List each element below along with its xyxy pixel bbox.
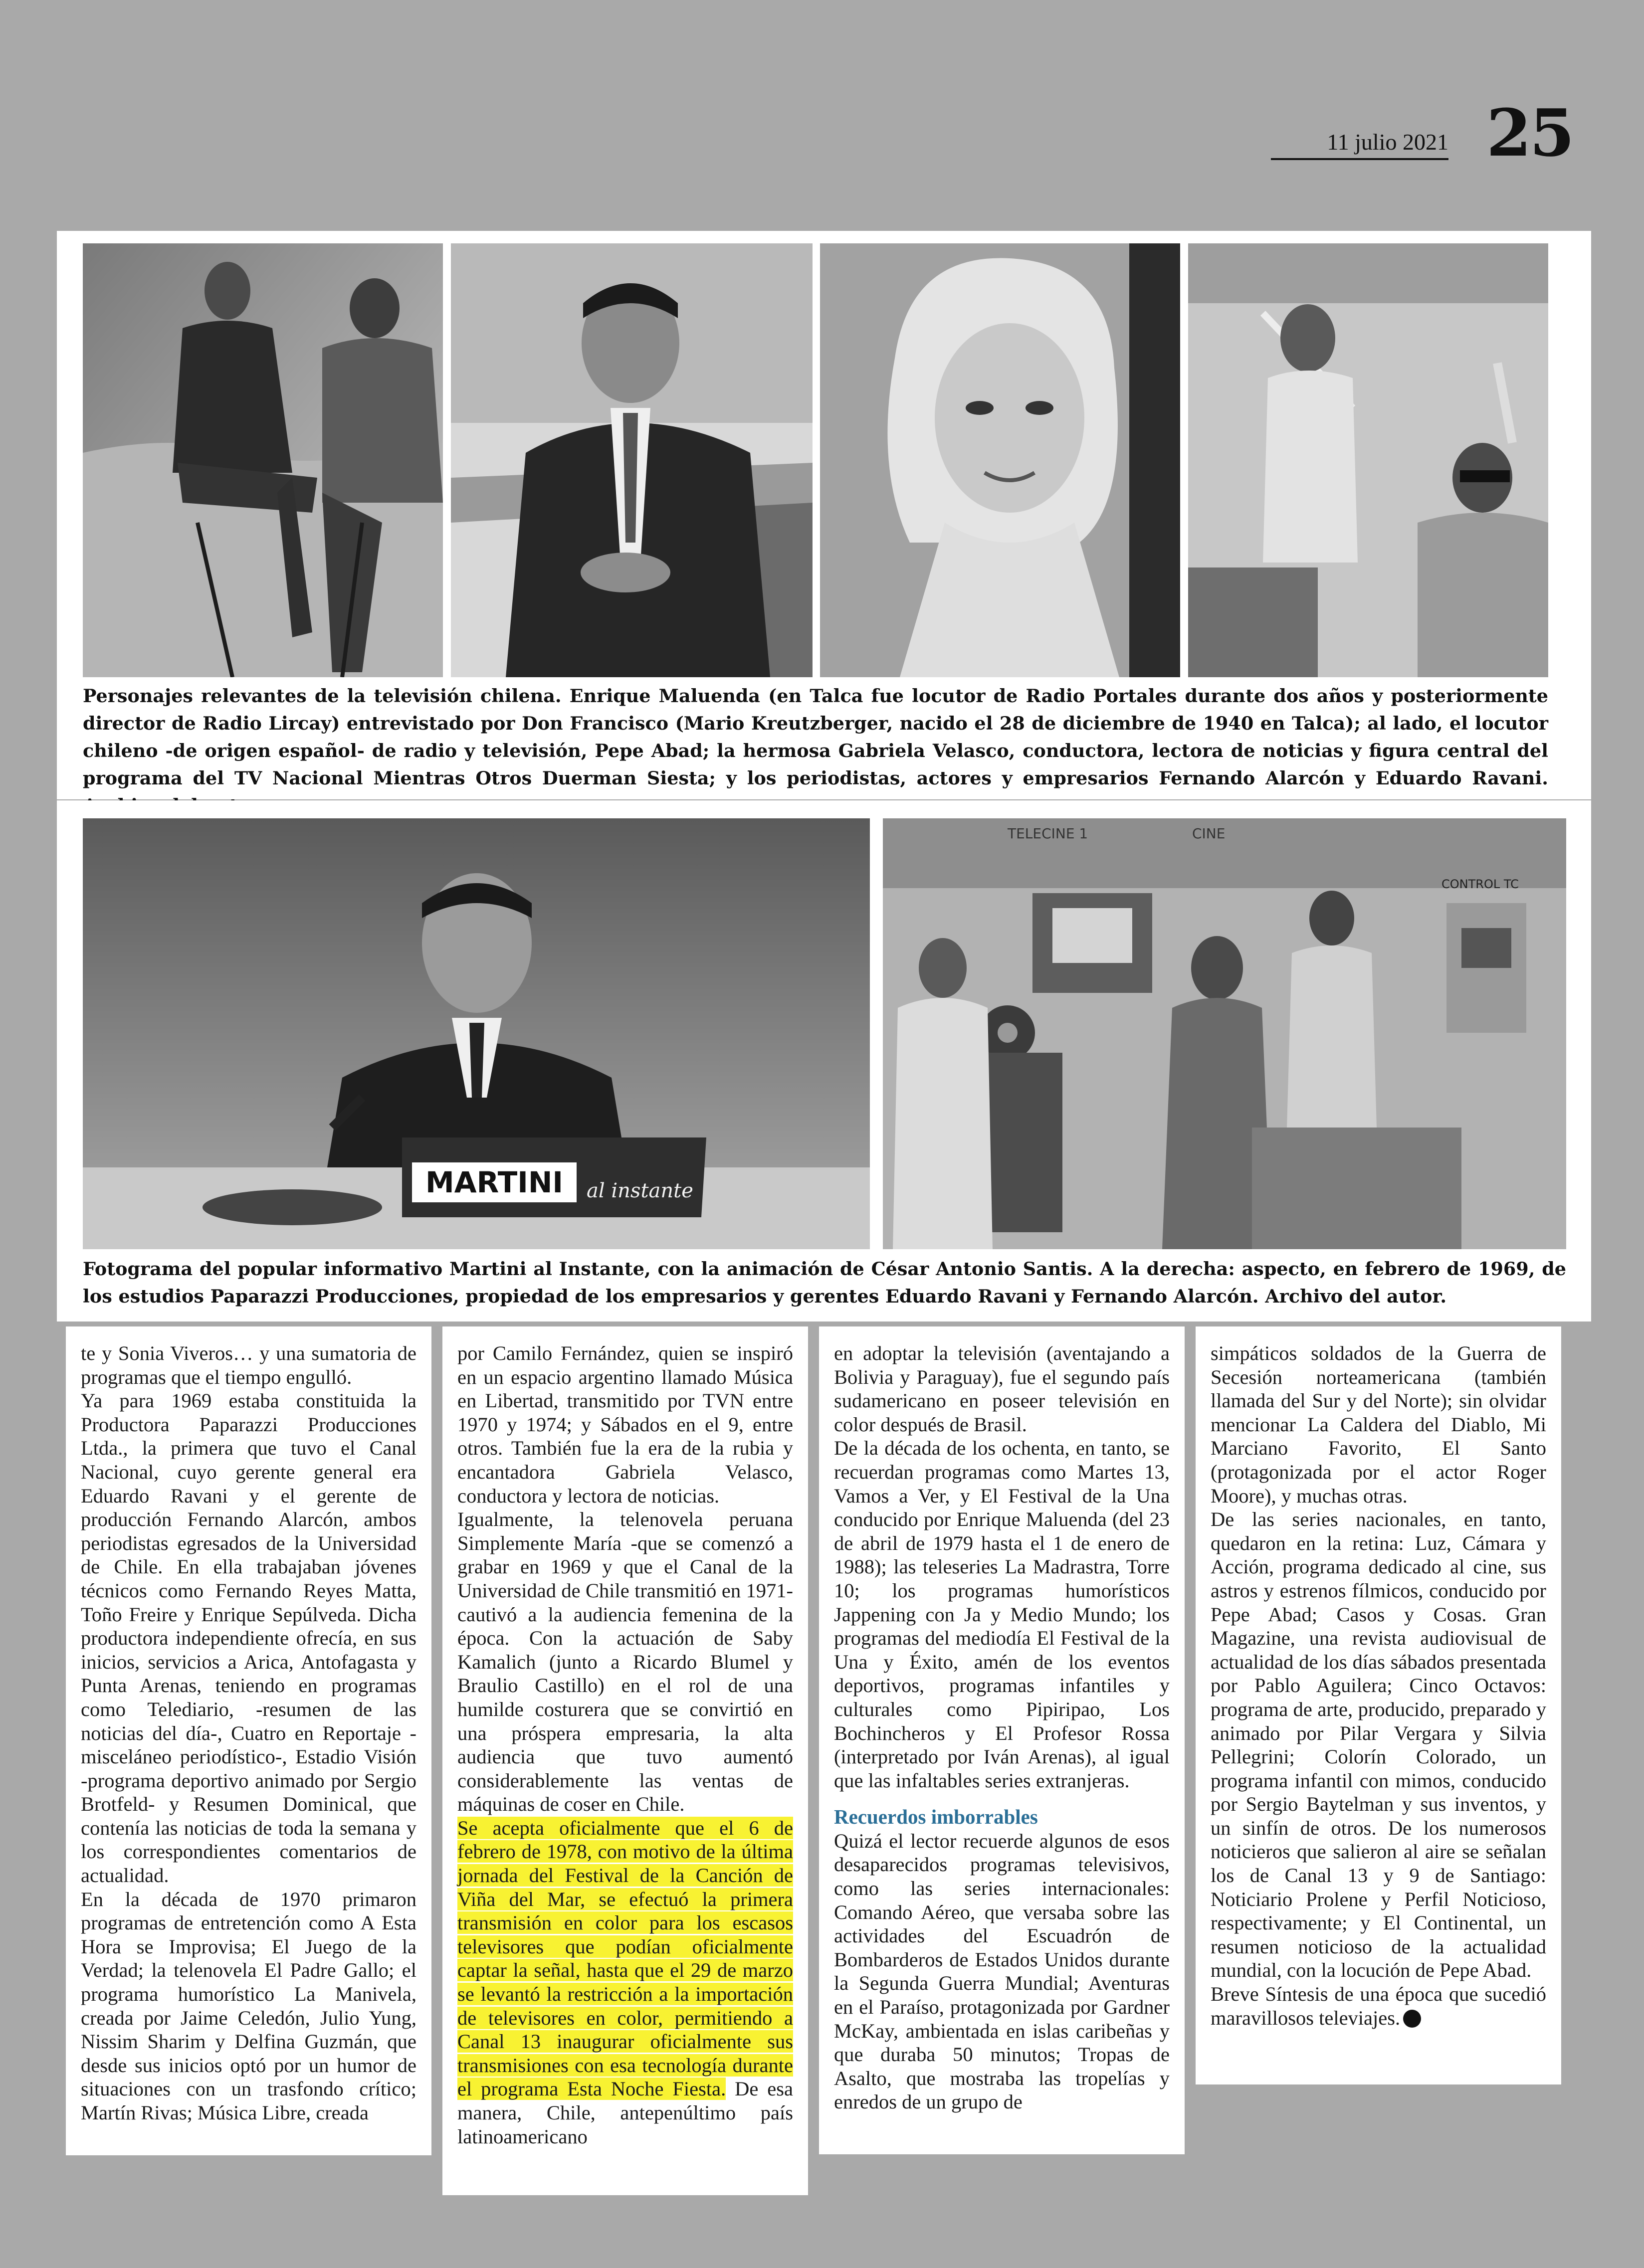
photo-pepe-abad	[451, 243, 813, 677]
photo-martini-al-instante	[83, 818, 870, 1249]
article-column-1	[66, 1326, 431, 2155]
col2-paragraph-3-tail: De esa manera, Chile, antepenúltimo país latinoamericano	[457, 2078, 794, 2148]
col1-paragraph-1: te y Sonia Viveros… y una sumatoria de programas que el tiempo engulló.	[81, 1342, 416, 1388]
col3-paragraph-1: en adoptar la televisión (aventajando a Bolivia y Paraguay), fue el segundo país sudamericano en poseer televisión en color después de Brasil.	[834, 1342, 1170, 1436]
top-photo-panel	[57, 231, 1591, 799]
col2-paragraph-1: por Camilo Fernández, quien se inspiró en un espacio argentino llamado Música en Libertad, transmitido por TVN entre 1970 y 1974; y Sábados en el 9, entre otros. También fue la era de la rubia y encantadora Gabriela Velasco, conductora y lectora de noticias.	[457, 1342, 793, 1507]
studio-sign-telecine: TELECINE 1	[1008, 825, 1088, 842]
article-column-3	[819, 1326, 1185, 2154]
col4-paragraph-3	[1211, 1982, 1546, 2030]
middle-photo-caption: Fotograma del popular informativo Martini al Instante, con la animación de César Antonio Santis. A la derecha: aspecto, en febrero de 1969, de los estudios Paparazzi Producciones, propiedad de los empresarios y gerentes Eduardo Ravani y Fernando Alarcón. Archivo del autor.	[83, 1258, 1566, 1307]
col2-paragraph-3	[457, 1816, 793, 2148]
col1-paragraph-3: En la década de 1970 primaron programas de entretención como A Esta Hora se Improvisa; El Juego de la Verdad; la telenovela El Padre Gallo; el programa humorístico La Manivela, creada por Jaime Celedón, Julio Yung, Nissim Sharim y Delfina Guzmán, que desde sus inicios optó por un humor de situaciones con un trasfondo crítico; Martín Rivas; Música Libre, creada	[81, 1888, 416, 2124]
studio-sign-control: CONTROL TC	[1441, 877, 1519, 891]
photo-alarcon-ravani	[1188, 243, 1548, 677]
desk-sign-text: MARTINI	[425, 1165, 563, 1199]
col4-paragraph-1: simpáticos soldados de la Guerra de Secesión norteamericana (también llamada del Sur y del Norte); sin olvidar mencionar La Caldera del Diablo, Mi Marciano Favorito, El Santo (protagonizada por el actor Roger Moore), y muchas otras.	[1211, 1342, 1546, 1507]
photo-paparazzi-studio	[883, 818, 1566, 1249]
middle-photo-panel	[57, 800, 1591, 1322]
highlighted-passage: Se acepta oficialmente que el 6 de febrero de 1978, con motivo de la última jornada del Festival de la Canción de Viña del Mar, se efectuó la primera transmisión en color para los escasos televisores que podían oficialmente captar la señal, hasta que el 29 de marzo se levantó la restricción a la importación de televisores en color, permitiendo a Canal 13 inaugurar oficialmente sus transmisiones con esa tecnología durante el programa Esta Noche Fiesta.	[457, 1816, 793, 2100]
col3-paragraph-3: Quizá el lector recuerde algunos de esos desaparecidos programas televisivos, como las series internacionales: Comando Aéreo, que versaba sobre las actividades del Escuadrón de Bombarderos de Estados Unidos durante la Segunda Guerra Mundial; Aventuras en el Paraíso, protagonizada por Gardner McKay, ambientada en islas caribeñas y que duraba 50 minutos; Tropas de Asalto, que mostraba las tropelías y enredos de un grupo de	[834, 1829, 1170, 2113]
studio-sign-cine: CINE	[1192, 825, 1226, 842]
article-column-2	[442, 1326, 808, 2195]
desk-sign-script: al instante	[587, 1179, 693, 1202]
col2-paragraph-2: Igualmente, la telenovela peruana Simplemente María -que se comenzó a grabar en 1969 y que el Canal de la Universidad de Chile transmitió en 1971- cautivó a la audiencia femenina de la época. Con la actuación de Saby Kamalich (junto a Ricardo Blumel y Braulio Castillo) en el rol de una humilde costurera que se convirtió en una próspera empresaria, la alta audiencia que tuvo aumentó considerablemente las ventas de máquinas de coser en Chile.	[457, 1508, 793, 1816]
page-number: 25	[1486, 95, 1573, 171]
col1-paragraph-2: Ya para 1969 estaba constituida la Productora Paparazzi Producciones Ltda., la primera que tuvo el Canal Nacional, cuyo gerente general era Eduardo Ravani y el gerente de producción Fernando Alarcón, ambos periodistas egresados de la Universidad de Chile. En ella trabajaban jóvenes técnicos como Fernando Reyes Matta, Toño Freire y Enrique Sepúlveda. Dicha productora independiente ofrecía, en sus inicios, servicios a Arica, Antofagasta y Punta Arenas, teniendo en programas como Telediario, -resumen de las noticias del día-, Cuatro en Reportaje -misceláneo periodístico-, Estadio Visión -programa deportivo animado por Sergio Brotfeld- y Resumen Dominical, que contenía las noticias de toda la semana y los correspondientes comentarios de actualidad.	[81, 1389, 416, 1887]
col4-paragraph-2: De las series nacionales, en tanto, quedaron en la retina: Luz, Cámara y Acción, programa dedicado al cine, sus astros y estrenos fílmicos, conducido por Pepe Abad; Casos y Cosas. Gran Magazine, una revista audiovisual de actualidad de los días sábados presentada por Pablo Aguilera; Cinco Octavos: programa de arte, producido, preparado y animado por Pilar Vergara y Silvia Pellegrini; Colorín Colorado, un programa infantil con mimos, conducido por Sergio Baytelman y sus inventos, y un sinfín de otros. De los numerosos noticieros que salieron al aire se señalan los de Canal 13 y 9 de Santiago: Noticiario Prolene y Perfil Noticioso, respectivamente; y El Continental, un resumen noticioso de la actualidad mundial, con la locución de Pepe Abad.	[1211, 1508, 1546, 1982]
section-subheading: Recuerdos imborrables	[834, 1805, 1038, 1829]
photo-gabriela-velasco	[820, 243, 1180, 677]
end-of-article-dot-icon	[1403, 2010, 1421, 2028]
issue-date: 11 julio 2021	[1271, 129, 1448, 160]
photo-interview	[83, 243, 443, 677]
col3-paragraph-2: De la década de los ochenta, en tanto, se recuerdan programas como Martes 13, Vamos a Ver, y El Festival de la Una conducido por Enrique Maluenda (del 23 de abril de 1979 hasta el 1 de enero de 1988); las teleseries La Madrastra, Torre 10; los programas humorísticos Jappening con Ja y Medio Mundo; los programas del mediodía El Festival de la Una y Éxito, amén de los eventos deportivos, programas infantiles y culturales como Pipiripao, Los Bochincheros y El Profesor Rossa (interpretado por Iván Arenas), al igual que las infaltables series extranjeras.	[834, 1437, 1170, 1792]
article-column-4	[1196, 1326, 1561, 2084]
top-photo-caption: Personajes relevantes de la televisión chilena. Enrique Maluenda (en Talca fue locutor de Radio Portales durante dos años y posteriormente director de Radio Lircay) entrevistado por Don Francisco (Mario Kreutzberger, nacido el 28 de diciembre de 1940 en Talca); al lado, el locutor chileno -de origen español- de radio y televisión, Pepe Abad; la hermosa Gabriela Velasco, conductora, lectora de noticias y figura central del programa del TV Nacional Mientras Otros Duerman Siesta; y los periodistas, actores y empresarios Fernando Alarcón y Eduardo Ravani.	[83, 685, 1548, 789]
closing-sentence: Breve Síntesis de una época que sucedió maravillosos televiajes.	[1211, 1983, 1546, 2029]
